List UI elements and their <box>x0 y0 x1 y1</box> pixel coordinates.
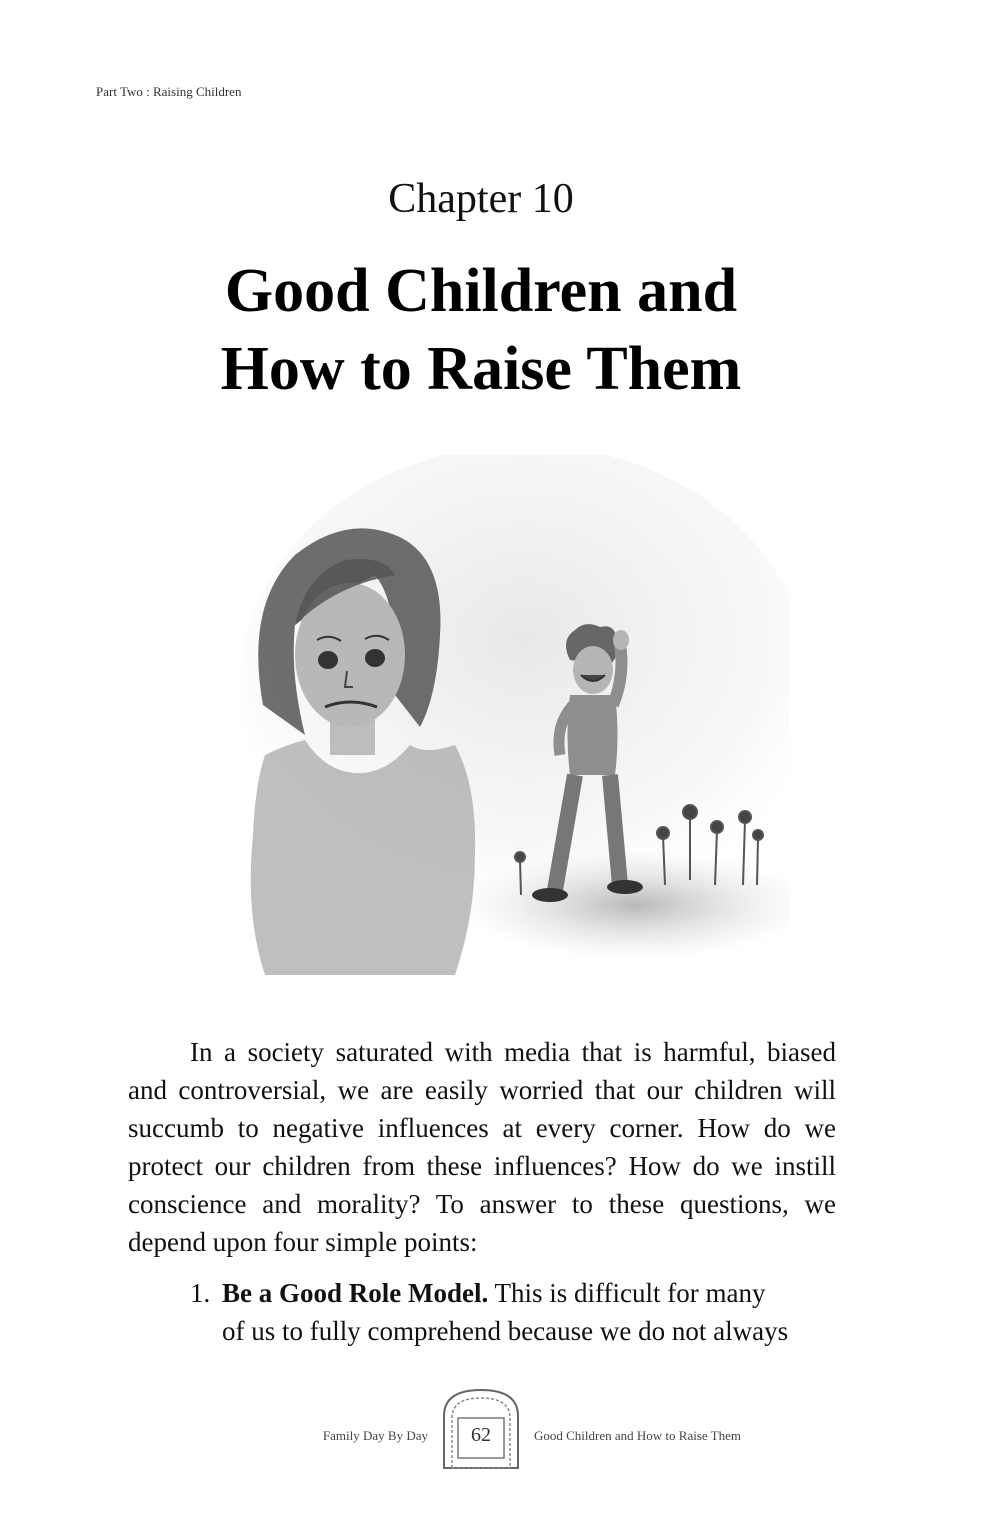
chapter-title-line-2: How to Raise Them <box>220 335 742 403</box>
list-text-line-2: of us to fully comprehend because we do not always <box>222 1316 789 1346</box>
girl-left-eye <box>318 651 338 669</box>
list-number: 1. <box>190 1278 211 1308</box>
paragraph-text: In a society saturated with media that is harmful, biased and controversial, we are easily worried that our children will succumb to negative influences at every corner. How do we protect our children from these influences? How do we instill conscience and morality? To answer to these questions, we depend upon four simple points: <box>128 1037 836 1257</box>
chapter-title <box>0 252 962 408</box>
footer-chapter-title: Good Children and How to Raise Them <box>534 1428 742 1443</box>
chapter-label: Chapter 10 <box>388 176 574 222</box>
footer-book-title: Family Day By Day <box>322 1428 428 1443</box>
chapter-title-line-1: Good Children and <box>224 257 738 325</box>
girl-right-eye <box>365 649 385 667</box>
list-heading: Be a Good Role Model. <box>222 1278 489 1308</box>
girl-dress <box>251 740 475 975</box>
list-text-line-1: This is difficult for many <box>488 1278 766 1308</box>
list-item-role-model <box>190 1274 836 1350</box>
page-footer <box>0 1386 1000 1476</box>
running-head: Part Two : Raising Children <box>96 84 242 99</box>
body-paragraph <box>128 1033 836 1261</box>
watercolor-illustration <box>225 455 790 995</box>
page-number: 62 <box>471 1424 491 1446</box>
